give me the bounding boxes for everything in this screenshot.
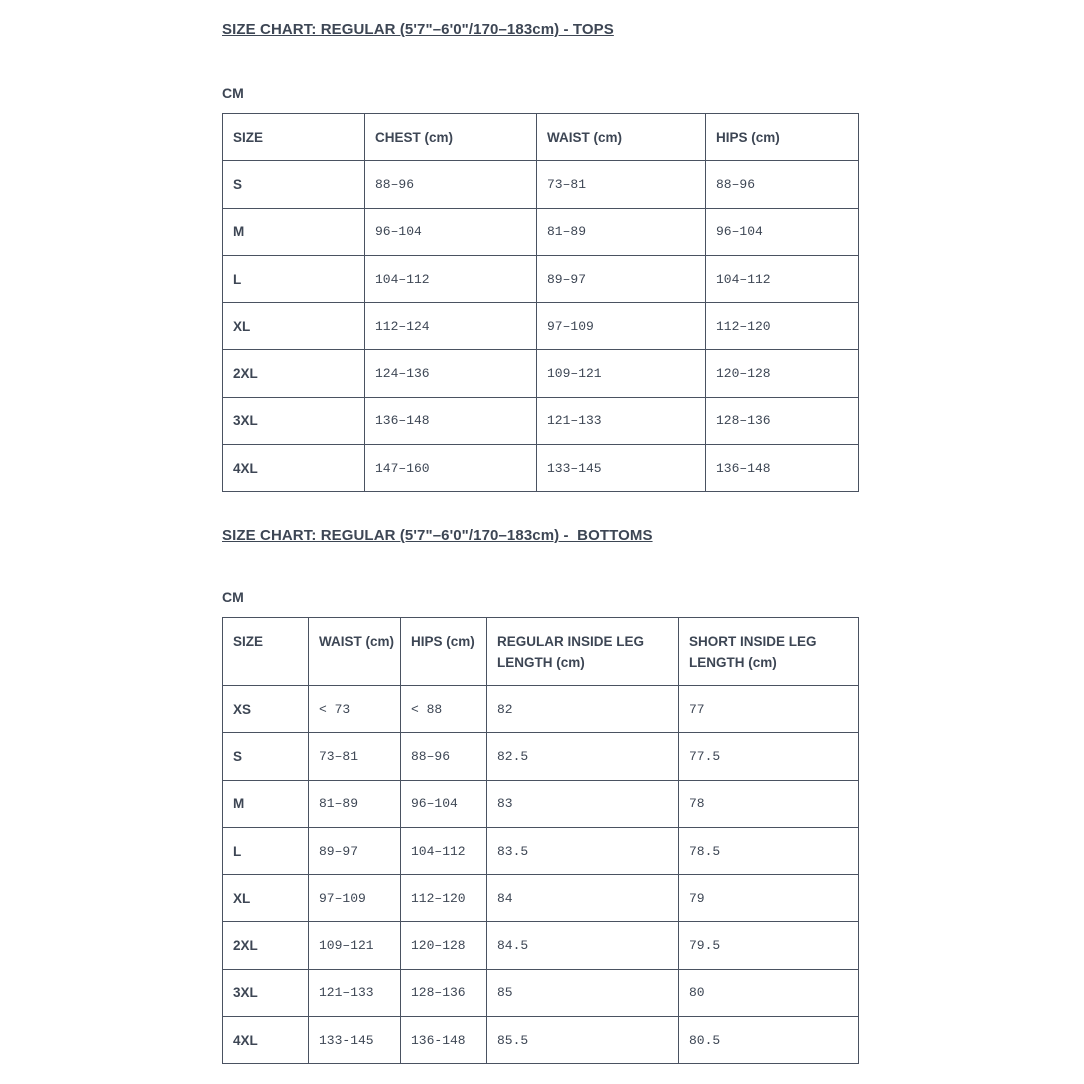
short-leg-cell: 79.5 bbox=[679, 922, 859, 969]
waist-cell: 121–133 bbox=[309, 969, 401, 1016]
size-cell: 3XL bbox=[223, 969, 309, 1016]
short-leg-cell: 80 bbox=[679, 969, 859, 1016]
bottoms-header-waist: WAIST (cm) bbox=[309, 618, 401, 686]
hips-cell: 104–112 bbox=[706, 255, 859, 302]
chest-cell: 88–96 bbox=[365, 161, 537, 208]
size-cell: XS bbox=[223, 686, 309, 733]
waist-cell: 97–109 bbox=[537, 303, 706, 350]
size-cell: XL bbox=[223, 303, 365, 350]
tops-header-row bbox=[223, 114, 859, 161]
table-row bbox=[223, 445, 859, 492]
table-row bbox=[223, 686, 859, 733]
hips-cell: 88–96 bbox=[706, 161, 859, 208]
chest-cell: 147–160 bbox=[365, 445, 537, 492]
waist-cell: 89–97 bbox=[309, 827, 401, 874]
regular-leg-cell: 83 bbox=[487, 780, 679, 827]
waist-cell: < 73 bbox=[309, 686, 401, 733]
table-row bbox=[223, 255, 859, 302]
size-cell: 4XL bbox=[223, 445, 365, 492]
hips-cell: 128–136 bbox=[401, 969, 487, 1016]
hips-cell: 96–104 bbox=[706, 208, 859, 255]
bottoms-header-hips: HIPS (cm) bbox=[401, 618, 487, 686]
size-cell: 3XL bbox=[223, 397, 365, 444]
chest-cell: 124–136 bbox=[365, 350, 537, 397]
short-leg-cell: 78.5 bbox=[679, 827, 859, 874]
hips-cell: 128–136 bbox=[706, 397, 859, 444]
size-cell: 2XL bbox=[223, 922, 309, 969]
hips-cell: 120–128 bbox=[706, 350, 859, 397]
size-cell: 2XL bbox=[223, 350, 365, 397]
short-leg-cell: 77 bbox=[679, 686, 859, 733]
short-leg-cell: 78 bbox=[679, 780, 859, 827]
bottoms-unit-label: CM bbox=[222, 589, 244, 605]
table-row bbox=[223, 922, 859, 969]
size-cell: M bbox=[223, 208, 365, 255]
table-row bbox=[223, 827, 859, 874]
tops-header-waist: WAIST (cm) bbox=[537, 114, 706, 161]
hips-cell: 112–120 bbox=[401, 875, 487, 922]
table-row bbox=[223, 875, 859, 922]
waist-cell: 133–145 bbox=[537, 445, 706, 492]
bottoms-header-row bbox=[223, 618, 859, 686]
size-cell: S bbox=[223, 733, 309, 780]
regular-leg-cell: 84 bbox=[487, 875, 679, 922]
size-cell: S bbox=[223, 161, 365, 208]
chest-cell: 96–104 bbox=[365, 208, 537, 255]
tops-header-hips: HIPS (cm) bbox=[706, 114, 859, 161]
chest-cell: 112–124 bbox=[365, 303, 537, 350]
hips-cell: 120–128 bbox=[401, 922, 487, 969]
size-cell: M bbox=[223, 780, 309, 827]
size-cell: 4XL bbox=[223, 1017, 309, 1064]
bottoms-header-short-inside-leg: SHORT INSIDE LEG LENGTH (cm) bbox=[679, 618, 859, 686]
table-row bbox=[223, 733, 859, 780]
size-cell: L bbox=[223, 827, 309, 874]
waist-cell: 109–121 bbox=[537, 350, 706, 397]
table-row bbox=[223, 303, 859, 350]
short-leg-cell: 80.5 bbox=[679, 1017, 859, 1064]
regular-leg-cell: 83.5 bbox=[487, 827, 679, 874]
waist-cell: 89–97 bbox=[537, 255, 706, 302]
bottoms-size-table bbox=[222, 617, 859, 1064]
bottoms-header-size: SIZE bbox=[223, 618, 309, 686]
tops-header-size: SIZE bbox=[223, 114, 365, 161]
regular-leg-cell: 84.5 bbox=[487, 922, 679, 969]
hips-cell: 136–148 bbox=[706, 445, 859, 492]
waist-cell: 109–121 bbox=[309, 922, 401, 969]
table-row bbox=[223, 969, 859, 1016]
table-row bbox=[223, 350, 859, 397]
tops-header-chest: CHEST (cm) bbox=[365, 114, 537, 161]
table-row bbox=[223, 397, 859, 444]
waist-cell: 81–89 bbox=[537, 208, 706, 255]
tops-unit-label: CM bbox=[222, 85, 244, 101]
size-cell: L bbox=[223, 255, 365, 302]
hips-cell: 104–112 bbox=[401, 827, 487, 874]
hips-cell: < 88 bbox=[401, 686, 487, 733]
size-cell: XL bbox=[223, 875, 309, 922]
waist-cell: 121–133 bbox=[537, 397, 706, 444]
waist-cell: 97–109 bbox=[309, 875, 401, 922]
table-row bbox=[223, 780, 859, 827]
tops-size-table bbox=[222, 113, 859, 492]
waist-cell: 73–81 bbox=[537, 161, 706, 208]
regular-leg-cell: 82.5 bbox=[487, 733, 679, 780]
hips-cell: 136-148 bbox=[401, 1017, 487, 1064]
short-leg-cell: 79 bbox=[679, 875, 859, 922]
table-row bbox=[223, 208, 859, 255]
chest-cell: 136–148 bbox=[365, 397, 537, 444]
waist-cell: 133-145 bbox=[309, 1017, 401, 1064]
waist-cell: 81–89 bbox=[309, 780, 401, 827]
hips-cell: 112–120 bbox=[706, 303, 859, 350]
chest-cell: 104–112 bbox=[365, 255, 537, 302]
regular-leg-cell: 85 bbox=[487, 969, 679, 1016]
hips-cell: 96–104 bbox=[401, 780, 487, 827]
tops-size-chart-title: SIZE CHART: REGULAR (5'7"–6'0"/170–183cm) - TOPS bbox=[222, 21, 614, 38]
table-row bbox=[223, 1017, 859, 1064]
waist-cell: 73–81 bbox=[309, 733, 401, 780]
short-leg-cell: 77.5 bbox=[679, 733, 859, 780]
regular-leg-cell: 85.5 bbox=[487, 1017, 679, 1064]
table-row bbox=[223, 161, 859, 208]
bottoms-header-regular-inside-leg: REGULAR INSIDE LEG LENGTH (cm) bbox=[487, 618, 679, 686]
hips-cell: 88–96 bbox=[401, 733, 487, 780]
bottoms-size-chart-title: SIZE CHART: REGULAR (5'7"–6'0"/170–183cm) - BOTTOMS bbox=[222, 527, 653, 544]
regular-leg-cell: 82 bbox=[487, 686, 679, 733]
